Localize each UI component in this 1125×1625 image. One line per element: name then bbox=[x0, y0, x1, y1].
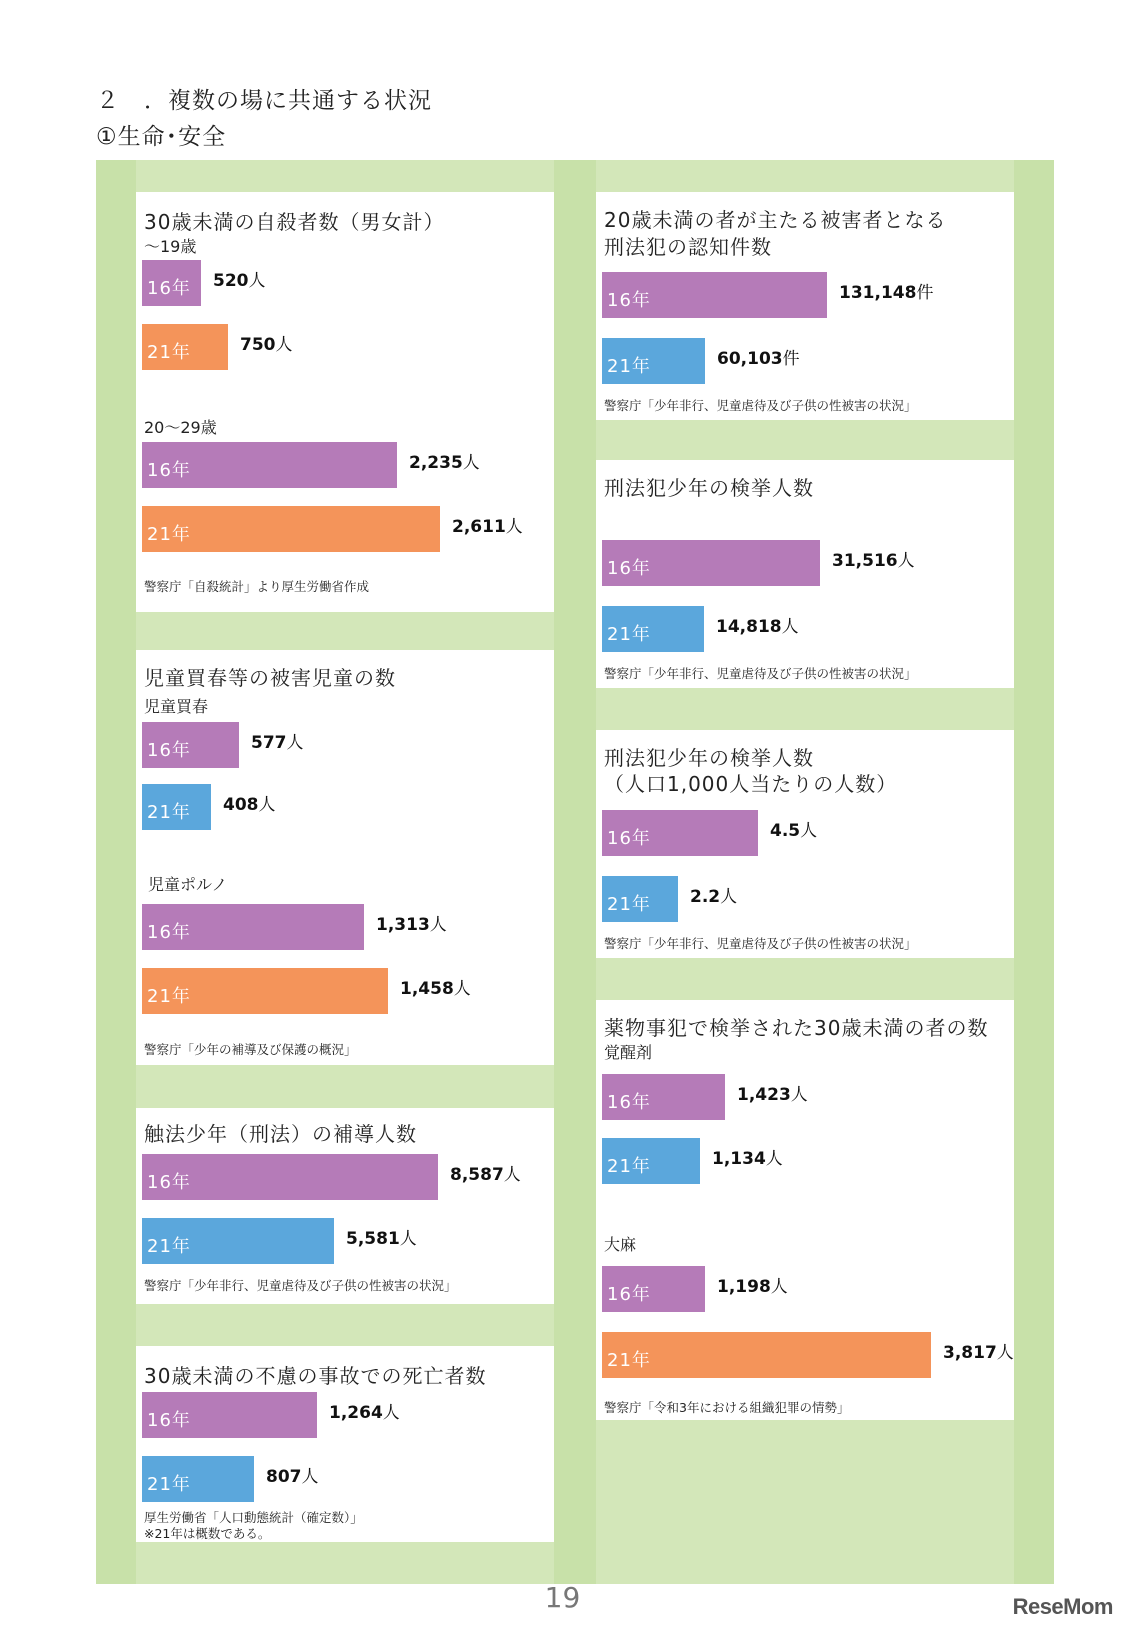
source-note: 警察庁「少年非行、児童虐待及び子供の性被害の状況」 bbox=[604, 398, 917, 413]
value-unit: 件 bbox=[916, 283, 934, 303]
panel-title: 刑法犯の認知件数 bbox=[604, 235, 772, 259]
bar-16 bbox=[142, 1392, 317, 1438]
value-unit: 人 bbox=[248, 271, 266, 291]
value-unit: 人 bbox=[503, 1165, 521, 1185]
bar-label: 16年 bbox=[607, 290, 651, 311]
bar-16 bbox=[142, 904, 364, 950]
value-unit: 人 bbox=[462, 453, 480, 473]
chart-panel-arrests-rate bbox=[596, 730, 1014, 958]
value-unit: 人 bbox=[770, 1277, 788, 1297]
source-note: 警察庁「少年非行、児童虐待及び子供の性被害の状況」 bbox=[144, 1278, 457, 1293]
bar-value bbox=[376, 910, 447, 935]
value-number: 2,235 bbox=[409, 453, 463, 473]
value-number: 1,423 bbox=[737, 1085, 791, 1105]
bar-value bbox=[346, 1224, 417, 1249]
bar-21 bbox=[142, 506, 440, 552]
bar-label: 16年 bbox=[607, 828, 651, 849]
value-unit: 人 bbox=[781, 617, 799, 637]
bar-16 bbox=[142, 260, 201, 306]
group-label: 大麻 bbox=[604, 1235, 637, 1254]
bar-21 bbox=[142, 968, 388, 1014]
value-number: 1,313 bbox=[376, 915, 430, 935]
value-number: 1,134 bbox=[712, 1149, 766, 1169]
bar-value bbox=[251, 728, 304, 753]
value-unit: 人 bbox=[996, 1343, 1014, 1363]
value-number: 31,516 bbox=[832, 551, 898, 571]
panel-title: 児童買春等の被害児童の数 bbox=[144, 666, 396, 690]
bar-16 bbox=[602, 1266, 705, 1312]
chart-panel-crimes-victims bbox=[596, 192, 1014, 420]
bar-label: 16年 bbox=[147, 922, 191, 943]
panel-title: 30歳未満の不慮の事故での死亡者数 bbox=[144, 1364, 487, 1388]
bar-label: 16年 bbox=[147, 740, 191, 761]
source-note: 警察庁「自殺統計」より厚生労働省作成 bbox=[144, 579, 370, 594]
source-note: 警察庁「令和3年における組織犯罪の情勢」 bbox=[604, 1400, 850, 1415]
bar-label: 21年 bbox=[147, 802, 191, 823]
bar-label: 16年 bbox=[607, 1284, 651, 1305]
bar-label: 16年 bbox=[147, 1410, 191, 1431]
value-unit: 人 bbox=[505, 517, 523, 537]
bar-label: 21年 bbox=[147, 342, 191, 363]
value-number: 14,818 bbox=[716, 617, 782, 637]
source-note: ※21年は概数である。 bbox=[144, 1526, 271, 1541]
value-number: 750 bbox=[240, 335, 276, 355]
bar-value bbox=[223, 790, 276, 815]
panel-title: 30歳未満の自殺者数（男女計） bbox=[144, 210, 445, 234]
chart-panel-child-victims bbox=[136, 650, 554, 1065]
bar-label: 21年 bbox=[607, 1350, 651, 1371]
chart-panel-delinquent bbox=[136, 1108, 554, 1304]
bar-label: 21年 bbox=[607, 1156, 651, 1177]
panel-title: （人口1,000人当たりの人数） bbox=[604, 772, 898, 796]
bar-label: 16年 bbox=[607, 558, 651, 579]
bar-16 bbox=[142, 442, 397, 488]
value-number: 5,581 bbox=[346, 1229, 400, 1249]
value-number: 577 bbox=[251, 733, 287, 753]
value-unit: 人 bbox=[765, 1149, 783, 1169]
bar-label: 16年 bbox=[607, 1092, 651, 1113]
bar-21 bbox=[142, 324, 228, 370]
section-subheading: ①生命･安全 bbox=[96, 124, 227, 150]
bar-21 bbox=[602, 876, 678, 922]
value-number: 1,458 bbox=[400, 979, 454, 999]
panel-title: 刑法犯少年の検挙人数 bbox=[604, 746, 814, 770]
group-label: 児童買春 bbox=[144, 697, 209, 716]
group-label: 児童ポルノ bbox=[148, 875, 228, 894]
value-unit: 人 bbox=[382, 1403, 400, 1423]
value-number: 2.2 bbox=[690, 887, 721, 907]
bar-21 bbox=[142, 1456, 254, 1502]
value-number: 131,148 bbox=[839, 283, 917, 303]
bar-value bbox=[450, 1160, 521, 1185]
bar-value bbox=[839, 278, 933, 303]
bar-label: 21年 bbox=[607, 624, 651, 645]
group-label: 覚醒剤 bbox=[604, 1043, 653, 1062]
bar-value bbox=[329, 1398, 400, 1423]
value-unit: 人 bbox=[286, 733, 304, 753]
value-number: 807 bbox=[266, 1467, 302, 1487]
bar-label: 16年 bbox=[147, 278, 191, 299]
bar-value bbox=[943, 1338, 1014, 1363]
value-number: 520 bbox=[213, 271, 249, 291]
bar-21 bbox=[602, 606, 704, 652]
bar-value bbox=[717, 1272, 788, 1297]
value-number: 2,611 bbox=[452, 517, 506, 537]
bar-value bbox=[690, 882, 737, 907]
bar-value bbox=[716, 612, 799, 637]
chart-panel-accident bbox=[136, 1346, 554, 1542]
bar-label: 21年 bbox=[607, 894, 651, 915]
bar-21 bbox=[142, 1218, 334, 1264]
bar-label: 21年 bbox=[147, 986, 191, 1007]
value-unit: 人 bbox=[453, 979, 471, 999]
value-unit: 人 bbox=[897, 551, 915, 571]
bar-value bbox=[266, 1462, 319, 1487]
bar-16 bbox=[602, 272, 827, 318]
bar-label: 21年 bbox=[147, 1236, 191, 1257]
bar-value bbox=[213, 266, 266, 291]
bar-label: 16年 bbox=[147, 1172, 191, 1193]
bar-16 bbox=[602, 540, 820, 586]
bar-value bbox=[737, 1080, 808, 1105]
source-note: 警察庁「少年非行、児童虐待及び子供の性被害の状況」 bbox=[604, 666, 917, 681]
bar-21 bbox=[142, 784, 211, 830]
group-label: ～19歳 bbox=[144, 237, 197, 256]
panel-title: 薬物事犯で検挙された30歳未満の者の数 bbox=[604, 1016, 989, 1040]
value-unit: 人 bbox=[790, 1085, 808, 1105]
value-unit: 人 bbox=[301, 1467, 319, 1487]
value-unit: 人 bbox=[399, 1229, 417, 1249]
bar-16 bbox=[602, 810, 758, 856]
chart-panel-drugs bbox=[596, 1000, 1014, 1420]
value-unit: 件 bbox=[782, 349, 800, 369]
bar-16 bbox=[142, 1154, 438, 1200]
bar-16 bbox=[602, 1074, 725, 1120]
page-number: 19 bbox=[544, 1581, 581, 1614]
bar-value bbox=[409, 448, 480, 473]
bar-label: 21年 bbox=[147, 524, 191, 545]
bar-16 bbox=[142, 722, 239, 768]
group-label: 20～29歳 bbox=[144, 418, 217, 437]
section-heading: ２ ．複数の場に共通する状況 bbox=[96, 88, 432, 114]
panel-title: 触法少年（刑法）の補導人数 bbox=[144, 1122, 417, 1146]
bar-label: 16年 bbox=[147, 460, 191, 481]
value-unit: 人 bbox=[429, 915, 447, 935]
value-unit: 人 bbox=[720, 887, 738, 907]
value-number: 60,103 bbox=[717, 349, 783, 369]
source-note: 厚生労働省「人口動態統計（確定数）」 bbox=[144, 1510, 363, 1525]
value-unit: 人 bbox=[800, 821, 818, 841]
bar-value bbox=[832, 546, 915, 571]
source-note: 警察庁「少年非行、児童虐待及び子供の性被害の状況」 bbox=[604, 936, 917, 951]
bar-label: 21年 bbox=[607, 356, 651, 377]
bar-value bbox=[770, 816, 817, 841]
source-note: 警察庁「少年の補導及び保護の概況」 bbox=[144, 1042, 357, 1057]
value-unit: 人 bbox=[258, 795, 276, 815]
resemom-logo: ReseMom bbox=[1012, 1594, 1113, 1619]
value-number: 1,198 bbox=[717, 1277, 771, 1297]
value-number: 408 bbox=[223, 795, 259, 815]
bar-value bbox=[717, 344, 800, 369]
bar-label: 21年 bbox=[147, 1474, 191, 1495]
bar-value bbox=[452, 512, 523, 537]
chart-panel-arrests bbox=[596, 460, 1014, 688]
value-number: 8,587 bbox=[450, 1165, 504, 1185]
bar-21 bbox=[602, 1138, 700, 1184]
bar-value bbox=[400, 974, 471, 999]
chart-panel-suicide bbox=[136, 192, 554, 612]
value-number: 3,817 bbox=[943, 1343, 997, 1363]
panel-title: 刑法犯少年の検挙人数 bbox=[604, 476, 814, 500]
value-number: 4.5 bbox=[770, 821, 801, 841]
bar-value bbox=[240, 330, 293, 355]
value-unit: 人 bbox=[275, 335, 293, 355]
bar-21 bbox=[602, 338, 705, 384]
bar-21 bbox=[602, 1332, 931, 1378]
bar-value bbox=[712, 1144, 783, 1169]
value-number: 1,264 bbox=[329, 1403, 383, 1423]
panel-title: 20歳未満の者が主たる被害者となる bbox=[604, 208, 947, 232]
